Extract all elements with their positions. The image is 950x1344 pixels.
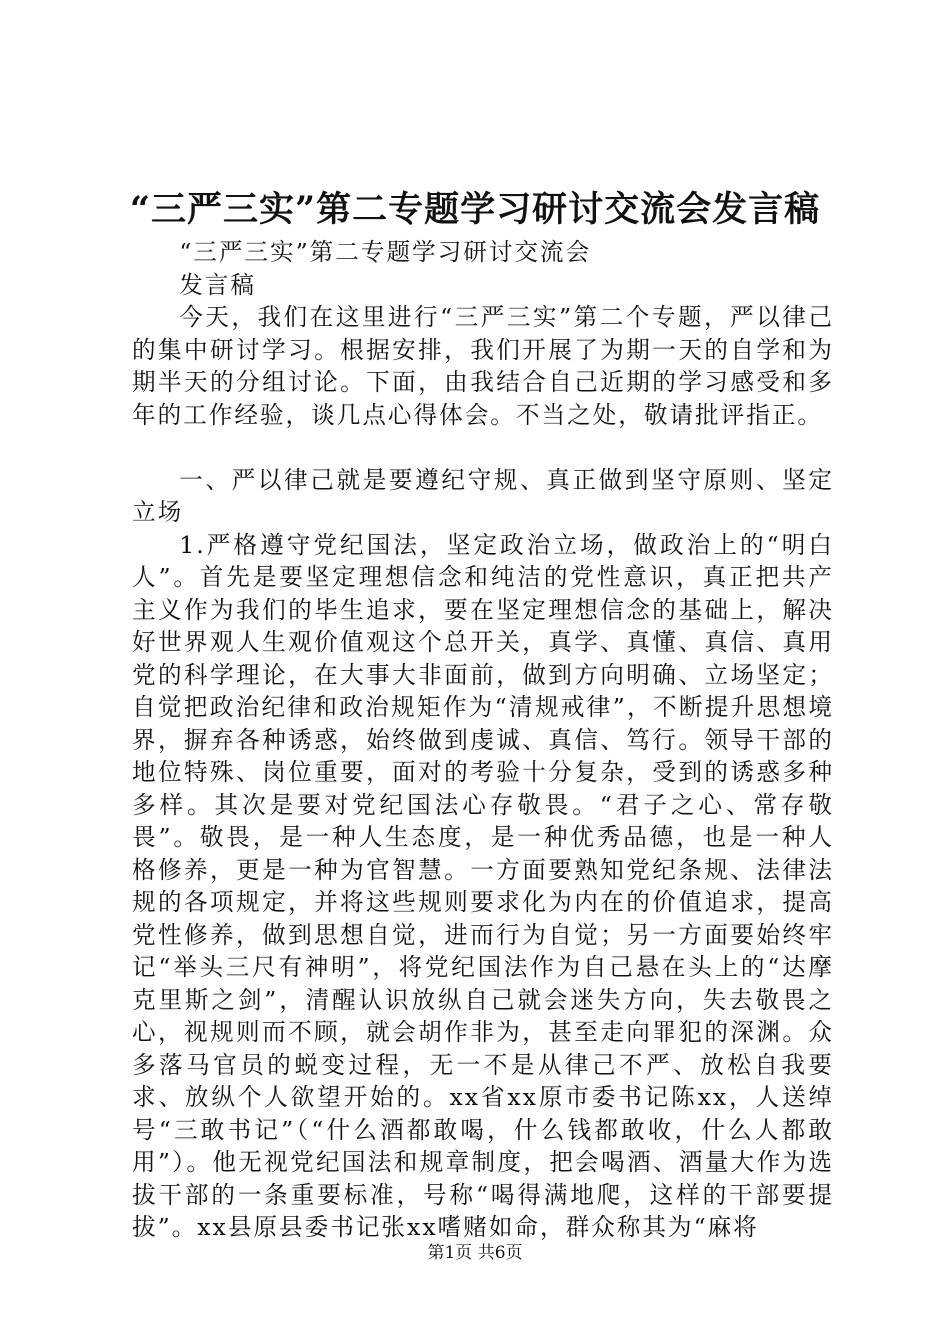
section-heading: 一、严以律己就是要遵纪守规、真正做到坚守原则、坚定立场 [132, 465, 834, 526]
body-paragraph-subtitle: “三严三实”第二专题学习研讨交流会 [179, 238, 592, 266]
body-paragraph-point-1: 1.严格遵守党纪国法，坚定政治立场，做政治上的“明白人”。首先是要坚定理想信念和纯洁的党性意识，真正把共产主义作为我们的毕生追求，要在坚定理想信念的基础上，解决好世界观人生观价值观这个总开关，真学、真懂、真信、真用党的科学理论，在大事大非面前，做到方向明确、立场坚定；自觉把政治纪律和政治规矩作为“清规戒律”，不断提升思想境界，摒弃各种诱惑，始终做到虔诚、真信、笃行。领导干部的地位特殊、岗位重要，面对的考验十分复杂，受到的诱惑多种多样。其次是要对党纪国法心存敬畏。“君子之心、常存敬畏”。敬畏，是一种人生态度，是一种优秀品德，也是一种人格修养，更是一种为官智慧。一方面要熟知党纪条规、法律法规的各项规定，并将这些规则要求化为内在的价值追求，提高党性修养，做到思想自觉，进而行为自觉；另一方面要始终牢记“举头三尺有神明”，将党纪国法作为自己悬在头上的“达摩克里斯之剑”，清醒认识放纵自己就会迷失方向，失去敬畏之心，视规则而不顾，就会胡作非为，甚至走向罪犯的深渊。众多落马官员的蜕变过程，无一不是从律己不严、放松自我要求、放纵个人欲望开始的。xx省xx原市委书记陈xx，人送绰号“三敢书记”（“什么酒都敢喝，什么钱都敢收，什么人都敢用”）。他无视党纪国法和规章制度，把会喝酒、酒量大作为选拔干部的一条重要标准，号称“喝得满地爬，这样的干部要提拔”。xx县原县委书记张xx嗜赌如命，群众称其为“麻将 [132, 530, 834, 1241]
document-title: “三严三实”第二专题学习研讨交流会发言稿 [129, 189, 821, 230]
page-footer: 第1页 共6页 [427, 1243, 523, 1263]
document-body [132, 236, 834, 1244]
body-paragraph-subtitle-cont: 发言稿 [179, 270, 256, 299]
body-paragraph-intro: 今天，我们在这里进行“三严三实”第二个专题，严以律己的集中研讨学习。根据安排，我们开展了为期一天的自学和为期半天的分组讨论。下面，由我结合自己近期的学习感受和多年的工作经验，谈几点心得体会。不当之处，敬请批评指正。 [132, 303, 834, 429]
